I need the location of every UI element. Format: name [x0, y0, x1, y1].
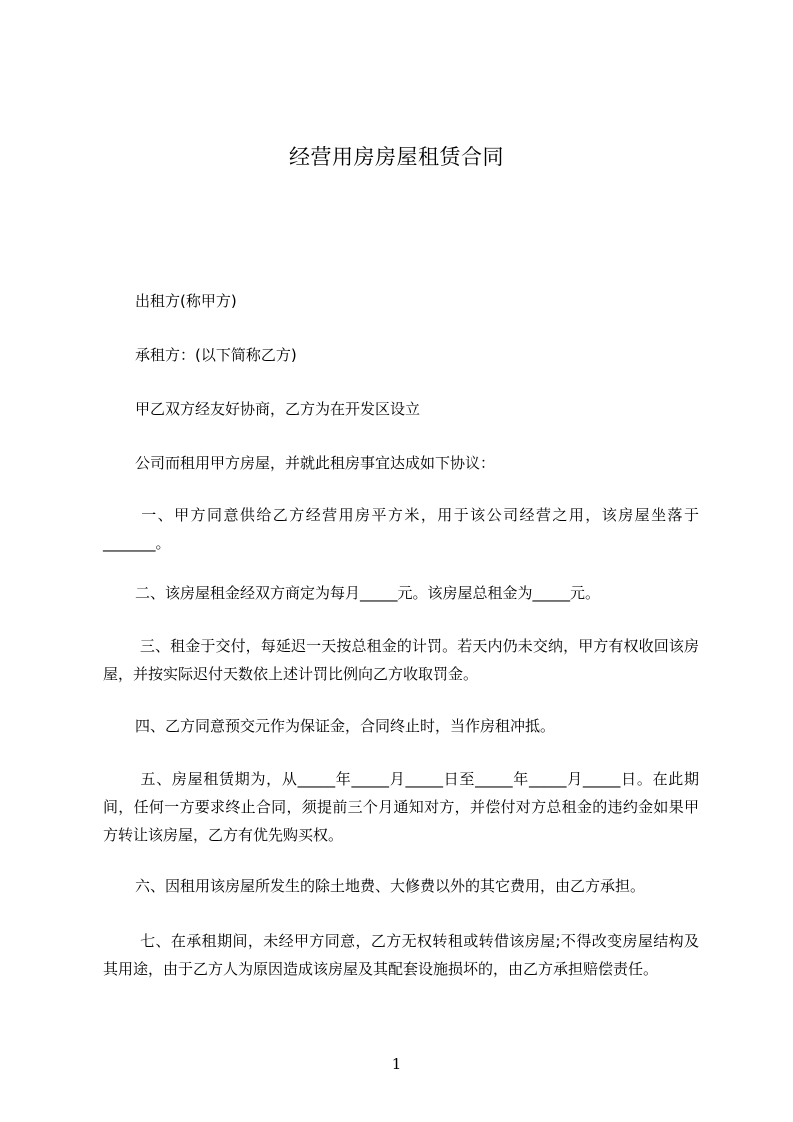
paragraph-text: 七、在承租期间，未经甲方同意，乙方无权转租或转借该房屋;不得改变房屋结构及其用途，由于乙方人为原因造成该房屋及其配套设施损坏的，由乙方承担赔偿责任。 [103, 932, 699, 978]
paragraph-text: 二、该房屋租金经双方商定为每月_____元。该房屋总租金为_____元。 [135, 584, 601, 602]
paragraph-text: 公司而租用甲方房屋，并就此租房事宜达成如下协议： [135, 454, 496, 472]
paragraph-text: 四、乙方同意预交元作为保证金，合同终止时，当作房租冲抵。 [135, 717, 556, 735]
paragraph-text: 三、租金于交付，每延迟一天按总租金的计罚。若天内仍未交纳，甲方有权收回该房屋，并按实际迟付天数依上述计罚比例向乙方收取罚金。 [103, 637, 699, 683]
clause-3 [103, 632, 699, 688]
clause-7 [103, 927, 699, 983]
clause-4 [103, 712, 699, 740]
clause-5 [103, 765, 699, 849]
paragraph-intro-continued [103, 449, 699, 477]
page-number: 1 [391, 1055, 402, 1073]
clause-1 [103, 501, 699, 557]
paragraph-intro [103, 395, 699, 423]
paragraph-text: 出租方(称甲方) [135, 292, 237, 310]
clause-2 [103, 579, 699, 607]
clause-6 [103, 872, 699, 900]
paragraph-text: 五、房屋租赁期为，从_____年_____月_____日至_____年_____月_____日。在此期间，任何一方要求终止合同，须提前三个月通知对方，并偿付对方总租金的违约金如果甲方转让该房屋，乙方有优先购买权。 [103, 770, 699, 844]
document-title: 经营用房房屋租赁合同 [289, 145, 504, 169]
paragraph-text: 六、因租用该房屋所发生的除土地费、大修费以外的其它费用，由乙方承担。 [135, 877, 646, 895]
paragraph-text: 甲乙双方经友好协商，乙方为在开发区设立 [135, 400, 421, 418]
paragraph-lessor [103, 287, 699, 315]
paragraph-text: 一、甲方同意供给乙方经营用房平方米，用于该公司经营之用，该房屋坐落于_______。 [103, 506, 699, 552]
paragraph-text: 承租方：(以下简称乙方) [135, 346, 297, 364]
paragraph-lessee [103, 341, 699, 369]
